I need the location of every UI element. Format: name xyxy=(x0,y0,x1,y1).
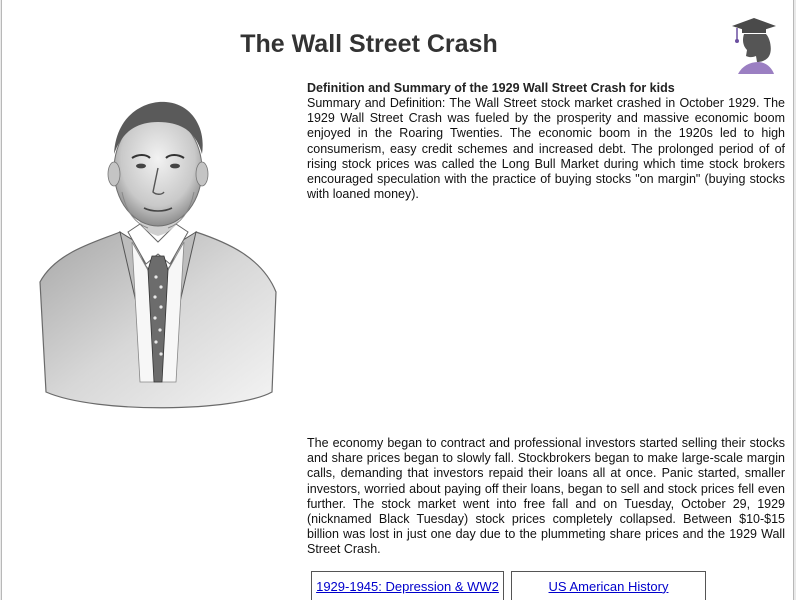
us-american-history-link[interactable]: US American History xyxy=(548,578,669,594)
page-container xyxy=(1,0,794,600)
economy-paragraph: The economy began to contract and professional investors started selling their stocks and share prices began to slowly fall. Stockbrokers began to make large-scale margin calls, demanding that investors repaid their loans all at once. Panic started, smaller investors, worried about paying off their loans, began to sell and stock prices fell even further. The stock market went into free fall and on Tuesday, October 29, 1929 (nicknamed Black Tuesday) stock prices completely collapsed. Between $10-$15 billion was lost in just one day due to the plummeting share prices and the 1929 Wall Street Crash. xyxy=(307,436,785,557)
section-heading: Definition and Summary of the 1929 Wall Street Crash for kids xyxy=(307,81,675,95)
summary-paragraph: Summary and Definition: The Wall Street stock market crashed in October 1929. The 1929 Wall Street Crash was fueled by the prosperity and massive economic boom enjoyed in the Roaring Twenties. The economic boom in the 1920s led to high consumerism, easy credit schemes and increased debt. The prolonged period of of rising stock prices was called the Long Bull Market during which time stock brokers encouraged speculation with the practice of buying stocks "on margin" (buying stocks with loaned money). xyxy=(307,96,785,202)
nav-box-us-history xyxy=(511,571,706,600)
page-title: The Wall Street Crash xyxy=(240,30,498,58)
depression-ww2-link[interactable]: 1929-1945: Depression & WW2 xyxy=(316,578,499,594)
portrait-illustration xyxy=(36,92,280,414)
graduate-silhouette-icon xyxy=(728,16,778,76)
nav-box-depression xyxy=(311,571,504,600)
